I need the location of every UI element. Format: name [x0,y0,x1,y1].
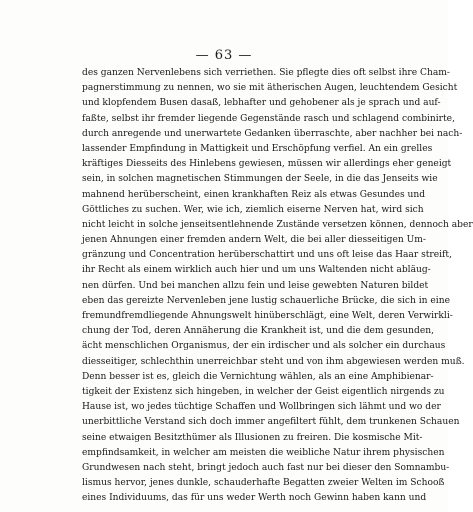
text-line: ächt menschlichen Organismus, der ein irdischer und als solcher ein durchaus [82,341,446,352]
text-line: kräftiges Diesseits des Hinlebens gewiesen, müssen wir allerdings eher geneigt [82,159,452,170]
text-line: pagnerstimmung zu nennen, wo sie mit ätherischen Augen, leuchtendem Gesicht [82,83,458,94]
text-line: jenen Ahnungen einer fremden andern Welt, die bei aller diesseitigen Um- [82,235,426,246]
text-line: des ganzen Nervenlebens sich verriethen. Sie pflegte dies oft selbst ihre Cham- [82,68,450,78]
text-line: faßte, selbst ihr fremder liegende Gegenstände rasch und schlagend combinirte, [82,113,455,124]
text-line: diesseitiger, schlechthin unerreichbar steht und von ihm abgewiesen werden muß. [82,356,465,367]
text-line: fremundfremdliegende Ahnungswelt hinüberschlägt, eine Welt, deren Verwirkli- [82,311,453,321]
text-line: seine etwaigen Besitzthümer als Illusionen zu freiren. Die kosmische Mit- [82,432,423,443]
text-line: durch anregende und unerwartete Gedanken überraschte, aber nachher bei nach- [82,128,463,139]
text-line: lismus hervor, jenes dunkle, schauderhafte Begatten zweier Welten im Schooß [82,478,445,489]
text-line: lassender Empfindung in Mattigkeit und Erschöpfung verfiel. An ein grelles [82,143,433,154]
text-line: Denn besser ist es, gleich die Vernichtung wählen, als an eine Amphibienar- [82,371,434,382]
text-line: sein, in solchen magnetischen Stimmungen der Seele, in die das Jenseits wie [82,174,438,185]
text-line: Göttliches zu suchen. Wer, wie ich, ziemlich eiserne Nerven hat, wird sich [82,204,424,215]
text-line: tigkeit der Existenz sich hingeben, in welcher der Geist eigentlich nirgends zu [82,386,445,397]
text-line: nicht leicht in solche jenseitsentlehnende Zustände versetzen können, dennoch aber [82,219,473,230]
text-line: gränzung und Concentration herüberschattirt und uns oft leise das Haar streift, [82,250,452,261]
text-line: ihr Recht als einem wirklich auch hier und um uns Waltenden nicht abläug- [82,265,431,276]
text-line: mahnend herüberscheint, einen krankhaften Reiz als etwas Gesundes und [82,189,426,200]
text-line: und klopfendem Busen dasaß, lebhafter und gehobener als je sprach und auf- [82,98,441,109]
text-line: unerbittliche Verstand sich doch immer angefiltert fühlt, dem trunkenen Schauen [82,417,460,428]
text-line: empfindsamkeit, in welcher am meisten die weibliche Natur ihrem physischen [82,447,445,458]
text-line: eines Individuums, das für uns weder Werth noch Gewinn haben kann und [82,493,427,504]
page-number-header: — 63 — [195,48,253,63]
body-text [82,66,473,506]
text-line: nen dürfen. Und bei manchen allzu fein und leise gewebten Naturen bildet [82,280,429,291]
text-line: Hause ist, wo jedes tüchtige Schaffen und Wollbringen sich lähmt und wo der [82,402,441,413]
text-line: eben das gereizte Nervenleben jene lustig schauerliche Brücke, die sich in eine [82,295,450,306]
text-line: chung der Tod, deren Annäherung die Krankheit ist, und die dem gesunden, [82,326,434,337]
text-line: Grundwesen nach steht, bringt jedoch auch fast nur bei dieser den Somnambu- [82,462,450,473]
